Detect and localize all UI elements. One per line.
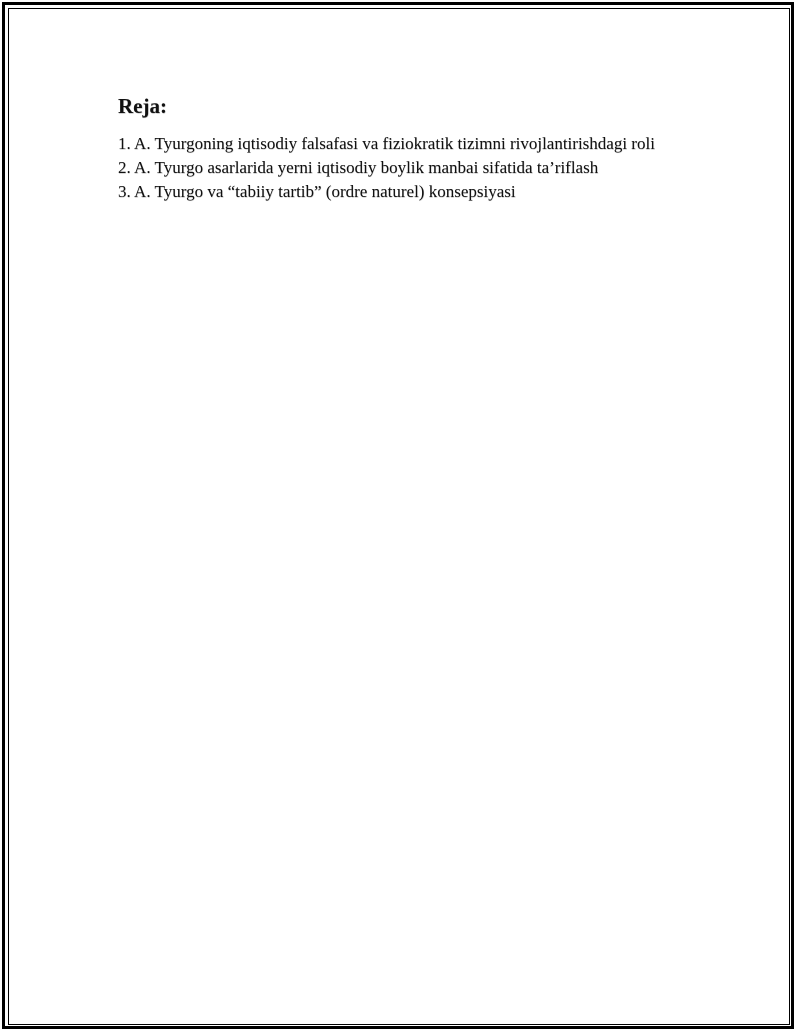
document-content: [118, 92, 688, 204]
plan-item-2: 2. A. Tyurgo asarlarida yerni iqtisodiy boylik manbai sifatida ta’riflash: [118, 158, 599, 177]
plan-list: [118, 132, 688, 204]
plan-item-1: 1. A. Tyurgoning iqtisodiy falsafasi va fiziokratik tizimni rivojlantirishdagi roli: [118, 134, 655, 153]
plan-item-3: 3. A. Tyurgo va “tabiiy tartib” (ordre naturel) konsepsiyasi: [118, 182, 516, 201]
plan-heading: Reja:: [118, 94, 167, 118]
